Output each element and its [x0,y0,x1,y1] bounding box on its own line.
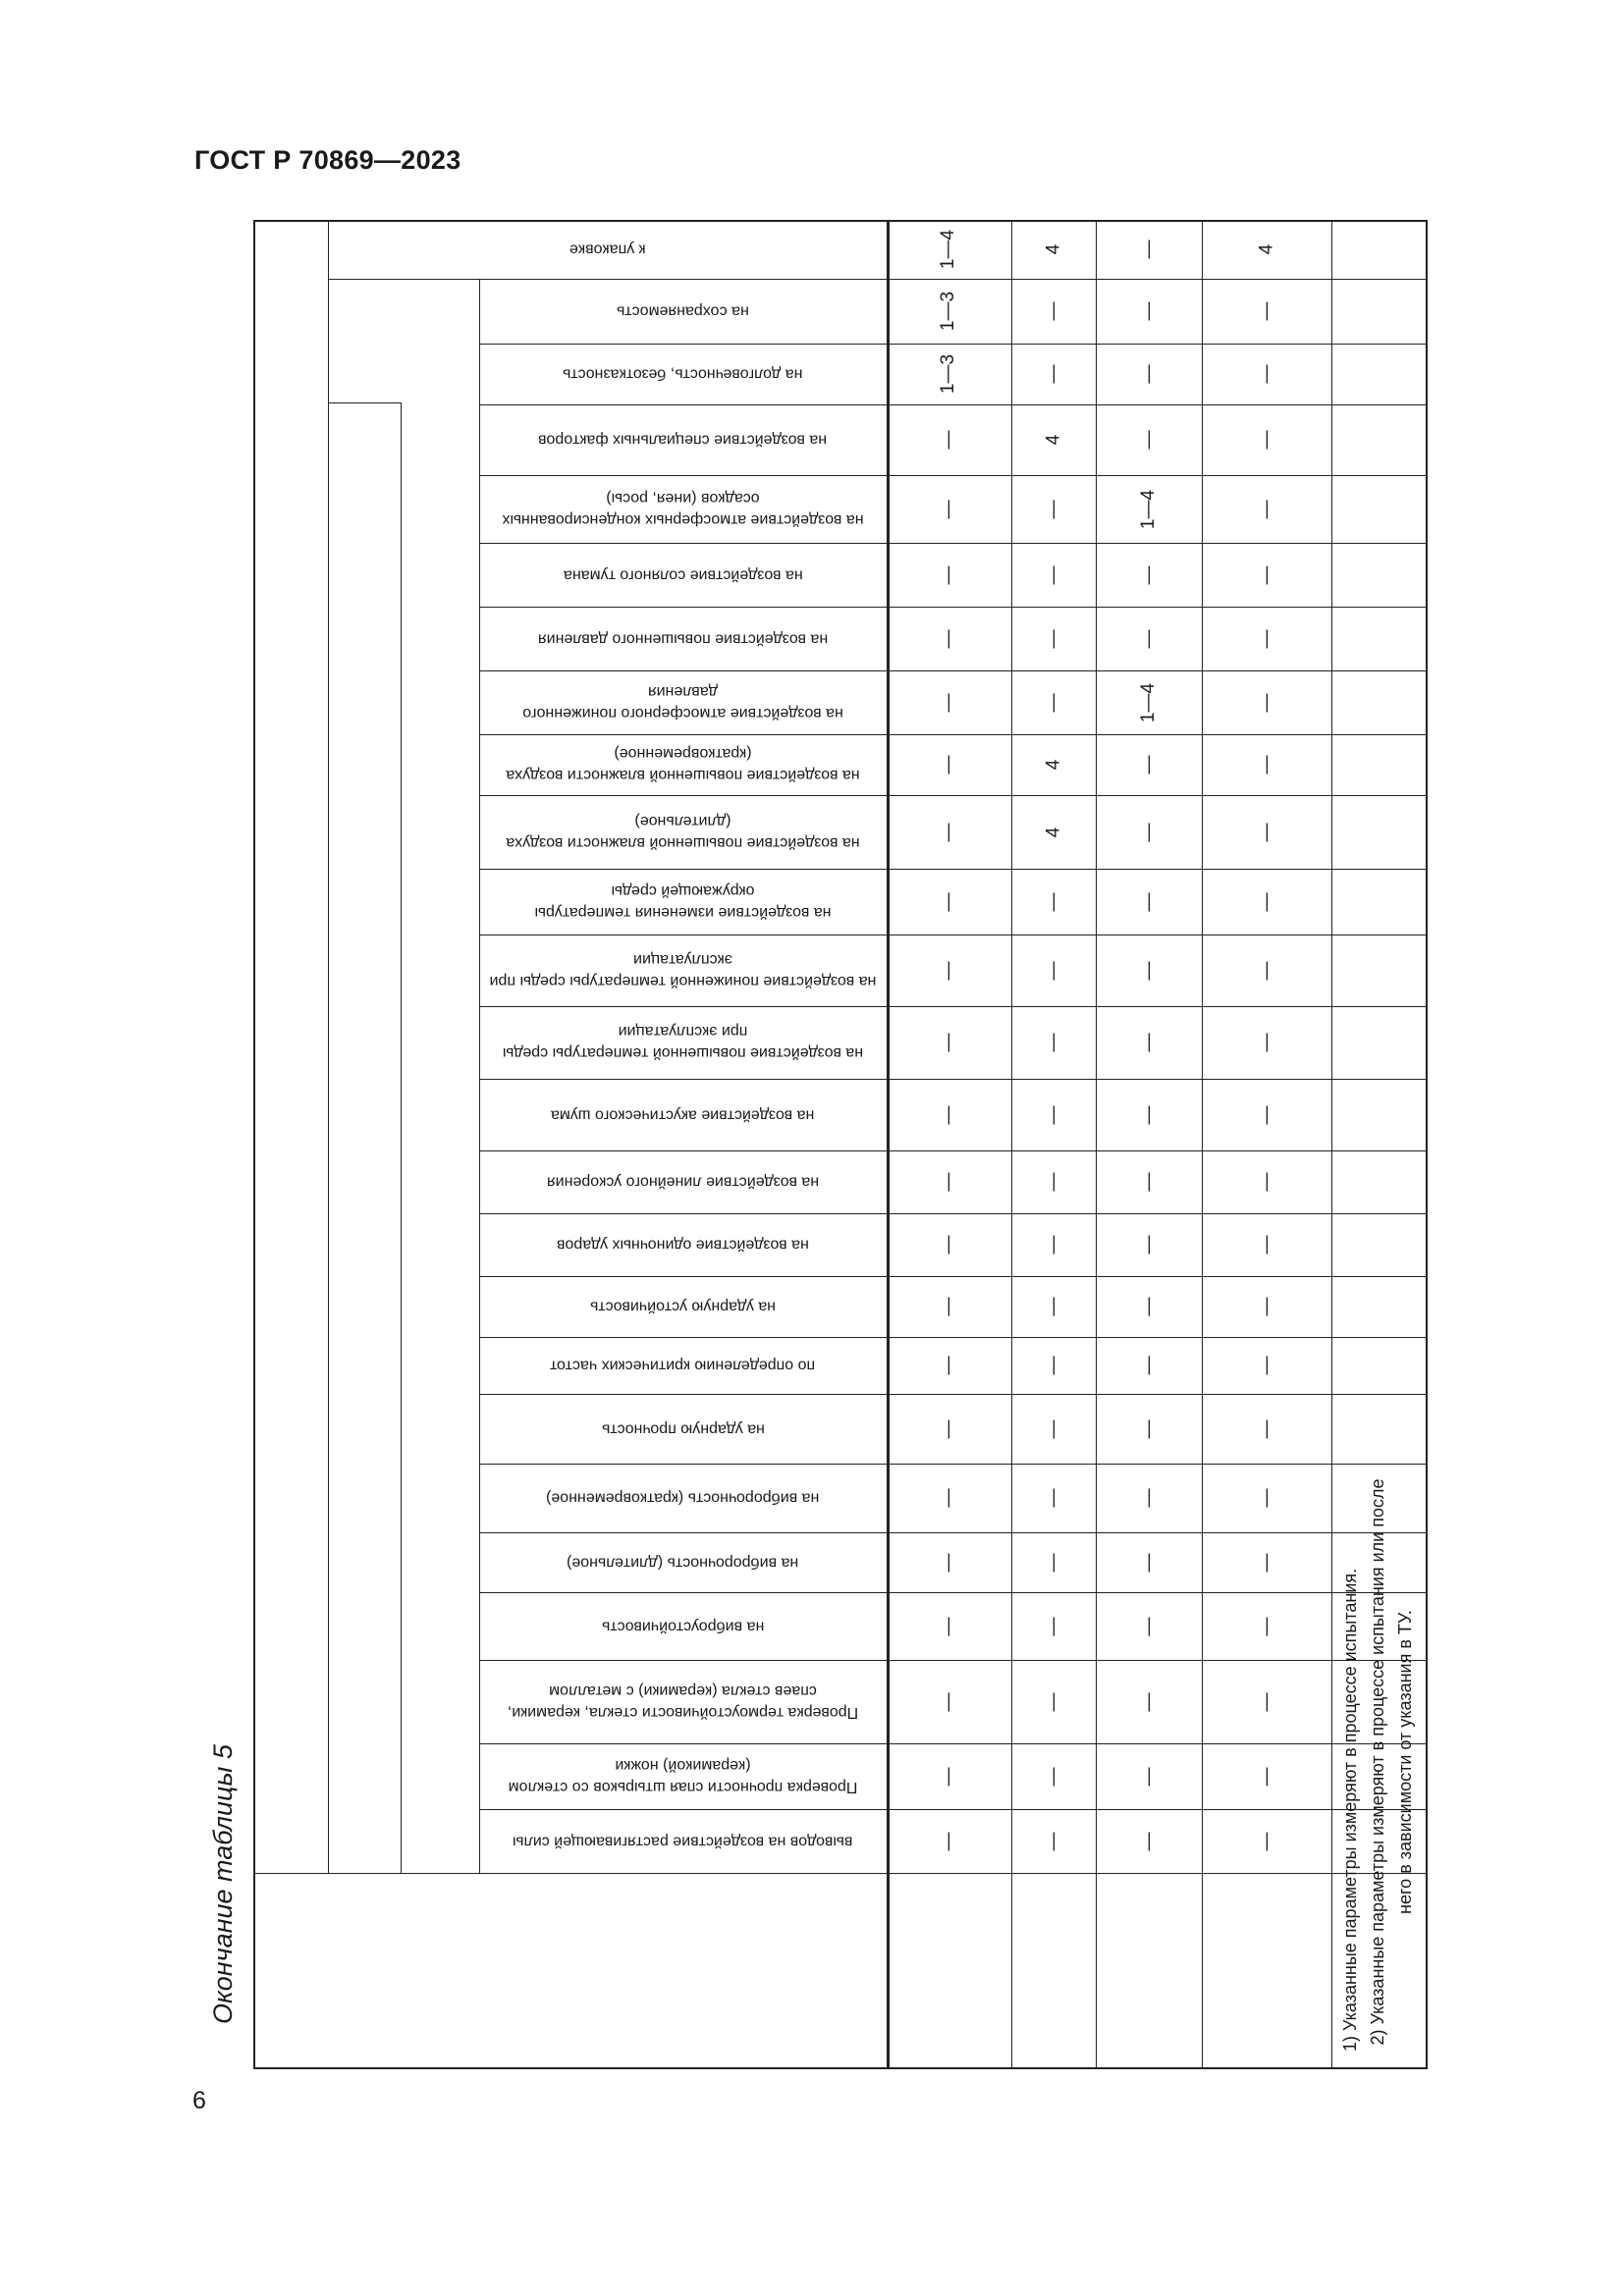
value-cell [1096,1532,1202,1592]
param-name [1011,1873,1096,2069]
test-type-text: на долговечность, безотказность [563,365,803,383]
param-header [253,1873,887,2069]
test-type-label [479,869,887,934]
value-cell [1011,279,1096,344]
value-cell [887,1006,1011,1079]
value-text: — [1256,301,1276,321]
value-cell [887,404,1011,475]
value-text: — [1138,1356,1159,1375]
test-type-label [479,1079,887,1150]
value-cell [1202,734,1331,795]
test-type-label [479,1394,887,1464]
value-text: — [1256,629,1276,648]
value-cell [1096,344,1202,404]
value-text: — [1256,1235,1276,1255]
value-text: — [1043,301,1063,321]
test-type-label [479,1464,887,1532]
test-type-text: на ударную устойчивость [589,1298,777,1315]
value-cell [887,795,1011,869]
test-type-label [479,279,887,344]
value-cell [1011,607,1096,670]
value-cell [1202,934,1331,1006]
value-text: — [1256,1105,1276,1124]
value-cell [1096,279,1202,344]
value-text: — [938,1617,959,1635]
value-text: — [1138,1767,1159,1786]
test-type-label [479,795,887,869]
value-text: 4 [1042,434,1063,446]
value-cell [1011,344,1096,404]
value-text: — [1138,1832,1159,1850]
test-type-label [479,1660,887,1743]
value-text: — [1256,1033,1276,1052]
value-text: — [1138,1235,1159,1255]
value-text: — [1256,1553,1276,1572]
value-text: — [1138,565,1159,584]
value-cell [887,869,1011,934]
value-cell [887,344,1011,404]
test-type-label [479,734,887,795]
value-cell [1011,1006,1096,1079]
test-type-text: на вибророчность (длительное) [567,1554,799,1572]
value-text: — [1256,1419,1276,1438]
test-type-label [479,1809,887,1873]
value-cell [887,543,1011,607]
value-text: — [938,1356,959,1375]
value-cell [1096,1394,1202,1464]
value-text: — [1138,1692,1159,1711]
value-cell [887,475,1011,543]
value-text: — [938,565,959,584]
value-cell [1202,869,1331,934]
value-text: — [1138,823,1159,841]
value-cell [887,1660,1011,1743]
value-text: — [1043,1356,1063,1375]
value-text: — [1256,1488,1276,1508]
value-cell [1202,279,1331,344]
value-text: — [1138,1419,1159,1438]
value-text: — [1138,1488,1159,1508]
value-cell [1011,1337,1096,1394]
value-cell [1202,1079,1331,1150]
value-text: — [1043,1553,1063,1572]
value-text: — [1138,364,1159,384]
param-name [887,1873,1011,2069]
test-type-label [479,1743,887,1809]
test-types-header [401,402,479,1873]
test-type-label [479,670,887,734]
value-text: — [1138,1172,1159,1192]
footnote: 2) Указанные параметры измеряют в процессе испытания или после него в зависимости от указания в ТУ. [1368,1478,1415,2046]
value-text: — [1256,1767,1276,1786]
value-cell [1202,607,1331,670]
value-text: — [1043,364,1063,384]
test-type-label [479,404,887,475]
test-type-text: на виброустойчивость [601,1618,765,1635]
value-text: — [938,1488,959,1508]
value-cell [1011,670,1096,734]
value-text: — [1043,1297,1063,1316]
value-text: — [1138,430,1159,450]
value-text: — [1138,961,1159,980]
value-text: — [1256,565,1276,584]
value-text: 1—3 [938,291,959,332]
test-type-label [479,1006,887,1079]
value-cell [887,1809,1011,1873]
value-text: 4 [1042,827,1063,837]
test-type-label [479,1592,887,1660]
value-cell [887,1743,1011,1809]
test-type-text: на воздействие пониженной температуры среды при эксплуатации [489,951,877,990]
value-cell [1202,1394,1331,1464]
test-type-text: к упаковке [568,240,646,258]
value-text: — [938,1033,959,1052]
value-cell [1202,1006,1331,1079]
test-type-label [479,1150,887,1213]
value-text: — [938,755,959,774]
value-cell [887,1337,1011,1394]
value-cell [1011,220,1096,279]
value-cell [1096,869,1202,934]
value-cell [1011,1743,1096,1809]
test-type-label [479,1337,887,1394]
value-text: — [938,1767,959,1786]
value-text: — [1256,1617,1276,1635]
value-text: 1—4 [1137,682,1159,722]
value-text: — [1256,1172,1276,1192]
test-type-text: на воздействие одиночных ударов [557,1236,809,1254]
value-text: — [1043,1692,1063,1711]
test-type-text: на воздействие повышенной влажности воздуха (длительное) [506,813,860,852]
value-text: — [1043,1767,1063,1786]
value-cell [1096,543,1202,607]
table-caption: Окончание таблицы 5 [208,1744,238,2024]
value-text: — [1043,565,1063,584]
value-cell [1202,1592,1331,1660]
value-text: — [1256,892,1276,911]
test-type-label [479,475,887,543]
value-cell [1011,1809,1096,1873]
test-type-text: на воздействие специальных факторов [538,431,828,449]
value-text: — [1256,1297,1276,1316]
value-cell [1011,1592,1096,1660]
test-type-label [479,1532,887,1592]
value-text: — [1138,1105,1159,1124]
test-type-text: Проверка термоустойчивости стекла, керамики, спаев стекла (керамики) с металлом [507,1682,859,1722]
value-cell [1202,344,1331,404]
value-cell [1011,1660,1096,1743]
value-cell [887,734,1011,795]
value-cell [887,279,1011,344]
test-type-label [479,1276,887,1337]
value-text: — [1256,823,1276,841]
value-text: — [1256,430,1276,450]
value-cell [1096,934,1202,1006]
test-type-text: на воздействие повышенного давления [537,630,829,648]
value-cell [1202,475,1331,543]
value-text: — [938,629,959,648]
value-text: — [938,892,959,911]
value-text: — [1256,364,1276,384]
value-text: — [1138,1617,1159,1635]
value-cell [1011,1079,1096,1150]
footnote: 1) Указанные параметры измеряют в процессе испытания. [1340,1568,1361,2052]
value-text: — [1256,500,1276,518]
param-name [1202,1873,1331,2069]
value-cell [887,607,1011,670]
page-number: 6 [192,2087,206,2114]
test-type-label [328,220,887,279]
value-cell [1202,1213,1331,1276]
value-cell [1096,1150,1202,1213]
test-type-text: Проверка прочности спая штырьков со стеклом (керамикой) ножки [508,1757,858,1796]
value-text: — [1043,1235,1063,1255]
test-type-label [479,1213,887,1276]
test-type-label [479,344,887,404]
value-cell [1096,1743,1202,1809]
value-text: — [1138,755,1159,774]
value-cell [1202,1743,1331,1809]
value-cell [1202,795,1331,869]
value-text: — [1138,1553,1159,1572]
test-type-text: на воздействие линейного ускорения [546,1173,820,1191]
value-text: — [1043,1419,1063,1438]
value-cell [1011,1276,1096,1337]
value-cell [1011,1464,1096,1532]
value-text: — [938,961,959,980]
test-type-text: на воздействие изменения температуры окружающей среды [534,882,832,922]
group-header [253,220,328,1873]
value-text: — [938,823,959,841]
reliability-header [328,279,401,402]
value-text: — [1043,1488,1063,1508]
value-text: — [938,1553,959,1572]
value-cell [1011,934,1096,1006]
value-cell [1011,543,1096,607]
value-cell [1202,1809,1331,1873]
value-cell [1202,543,1331,607]
value-cell [887,1276,1011,1337]
value-text: 4 [1042,243,1063,255]
value-text: — [1138,629,1159,648]
value-cell [1096,734,1202,795]
value-cell [1096,1660,1202,1743]
test-type-label [479,934,887,1006]
value-text: — [1138,892,1159,911]
value-text: — [938,500,959,518]
value-cell [1096,1006,1202,1079]
value-text: — [1043,1832,1063,1850]
value-cell [1011,1394,1096,1464]
value-cell [887,670,1011,734]
value-text: — [938,1172,959,1192]
value-text: — [1256,961,1276,980]
value-text: — [938,430,959,450]
value-cell [1011,734,1096,795]
value-cell [887,220,1011,279]
value-text: 1—3 [938,353,959,395]
value-cell [1096,1464,1202,1532]
value-cell [1096,1337,1202,1394]
value-text: — [1043,500,1063,518]
value-cell [1096,1592,1202,1660]
value-text: — [938,1419,959,1438]
value-cell [1096,220,1202,279]
value-cell [887,1592,1011,1660]
test-type-text: на воздействие повышенной влажности воздуха (кратковременное) [506,746,860,784]
value-cell [1202,670,1331,734]
test-type-text: на вибророчность (кратковременное) [546,1489,820,1507]
test-type-label [479,543,887,607]
value-text: — [938,1692,959,1711]
value-text: — [1256,1356,1276,1375]
value-cell [1096,1276,1202,1337]
value-text: — [1256,1692,1276,1711]
value-cell [887,1150,1011,1213]
value-text: — [1043,693,1063,712]
value-text: — [1043,1105,1063,1124]
value-text: 4 [1042,759,1063,771]
test-type-text: на воздействие атмосферного пониженного давления [522,683,843,722]
value-text: 1—4 [938,229,959,270]
value-cell [1011,475,1096,543]
value-cell [1096,1213,1202,1276]
value-cell [1202,1276,1331,1337]
value-text: — [1043,629,1063,648]
value-cell [887,934,1011,1006]
value-text: 4 [1255,243,1276,255]
value-cell [1202,1150,1331,1213]
test-type-text: на воздействие атмосферных конденсированных осадков (инея, росы) [502,490,864,529]
value-cell [1096,404,1202,475]
value-text: — [1043,961,1063,980]
value-text: 1—4 [1137,489,1159,529]
value-text: — [1043,1172,1063,1192]
value-text: — [1256,755,1276,774]
value-text: — [1043,892,1063,911]
document-header: ГОСТ Р 70869—2023 [194,145,461,175]
test-type-text: на воздействие соляного тумана [563,566,803,584]
test-type-text: на воздействие повышенной температуры среды при эксплуатации [502,1024,864,1062]
value-cell [1011,404,1096,475]
value-cell [1202,1337,1331,1394]
value-cell [1202,220,1331,279]
value-cell [1202,1660,1331,1743]
value-cell [1096,670,1202,734]
test-type-text: на ударную прочность [601,1420,765,1438]
value-cell [1202,1532,1331,1592]
value-text: — [938,1297,959,1316]
param-name [1096,1873,1202,2069]
value-cell [1011,1213,1096,1276]
test-type-text: по определению критических частот [550,1357,816,1374]
value-cell [887,1213,1011,1276]
value-text: — [938,1235,959,1255]
value-cell [887,1464,1011,1532]
conformity-table [253,220,1428,2069]
value-cell [887,1079,1011,1150]
value-text: — [938,1105,959,1124]
value-cell [1096,607,1202,670]
value-text: — [1138,1297,1159,1316]
value-text: — [1138,301,1159,321]
value-cell [1096,1079,1202,1150]
value-text: — [1043,1617,1063,1635]
value-cell [1096,475,1202,543]
value-text: — [1043,1033,1063,1052]
test-type-label [479,607,887,670]
value-cell [1011,1532,1096,1592]
value-cell [887,1394,1011,1464]
value-text: — [1138,1033,1159,1052]
test-type-text: на воздействие акустического шума [551,1106,815,1124]
value-cell [1202,404,1331,475]
value-cell [1096,1809,1202,1873]
value-cell [887,1532,1011,1592]
value-cell [1011,1150,1096,1213]
value-cell [1096,795,1202,869]
footnotes [1331,1472,1426,2052]
value-text: — [938,1832,959,1850]
test-type-text: на сохраняемость [617,302,749,320]
value-text: — [1138,240,1159,259]
value-cell [1011,795,1096,869]
stability-header [328,402,401,1873]
test-type-text: выводов на воздействие растягивающей силы [513,1833,853,1850]
value-cell [1202,1464,1331,1532]
value-text: — [1256,1832,1276,1850]
value-text: — [1256,693,1276,712]
value-text: — [938,693,959,712]
value-cell [1011,869,1096,934]
